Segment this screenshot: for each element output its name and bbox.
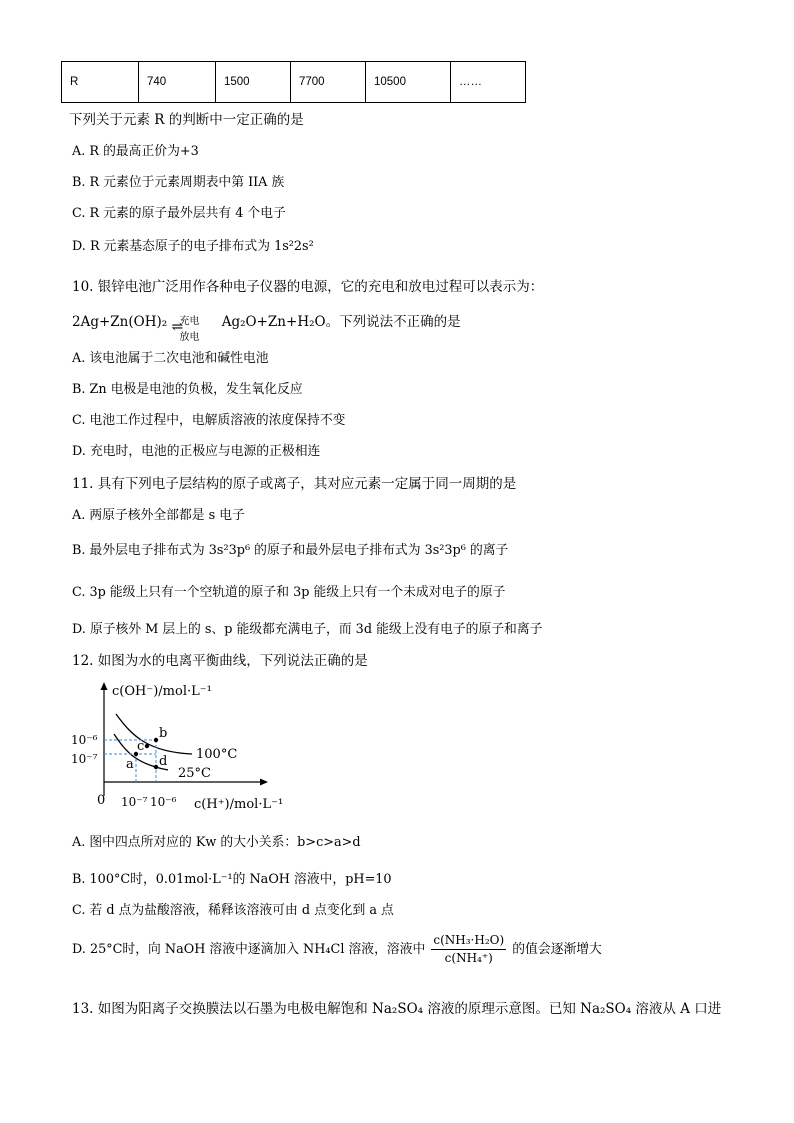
question-10-stem: 10. 银锌电池广泛用作各种电子仪器的电源，它的充电和放电过程可以表示为： xyxy=(72,279,544,295)
question-10-option-c: C. 电池工作过程中，电解质溶液的浓度保持不变 xyxy=(72,413,346,428)
electron-configuration: 1s²2s² xyxy=(274,239,314,254)
question-13-stem: 13. 如图为阳离子交换膜法以石墨为电极电解饱和 Na₂SO₄ 溶液的原理示意图。已知 Na₂SO₄ 溶液从 A 口进 xyxy=(72,1001,722,1017)
point-c xyxy=(145,744,149,748)
question-12-option-d xyxy=(72,930,602,970)
x-tick-label: 10⁻⁶ xyxy=(150,795,177,809)
point-label-d: d xyxy=(159,754,168,769)
question-12-option-a: A. 图中四点所对应的 Kw 的大小关系：b>c>a>d xyxy=(72,835,361,850)
point-label-b: b xyxy=(159,726,168,741)
point-label-c: c xyxy=(137,739,145,754)
curve-100c xyxy=(116,714,192,754)
point-label-a: a xyxy=(126,757,134,772)
equation-tail: 。下列说法不正确的是 xyxy=(325,314,461,330)
ionization-energy-table xyxy=(61,61,526,103)
question-10-option-a: A. 该电池属于二次电池和碱性电池 xyxy=(72,351,269,366)
equation-right: Ag₂O+Zn+H₂O xyxy=(221,314,326,330)
equilibrium-arrow-icon: ⇌ xyxy=(171,318,184,335)
table-row xyxy=(62,62,526,103)
question-10-equation xyxy=(72,307,461,343)
option-text: D. R 元素基态原子的电子排布式为 xyxy=(72,239,275,254)
equation-left: 2Ag+Zn(OH)₂ xyxy=(72,314,168,330)
option-text: 的值会逐渐增大 xyxy=(512,942,602,957)
table-cell: 10500 xyxy=(366,62,451,103)
curve-label-25c: 25°C xyxy=(178,766,211,781)
table-cell: 740 xyxy=(139,62,216,103)
point-d xyxy=(154,765,158,769)
reversible-arrow-icon xyxy=(171,308,217,343)
question-9-option-c: C. R 元素的原子最外层共有 4 个电子 xyxy=(72,206,286,221)
x-tick-label: 10⁻⁷ xyxy=(121,795,148,809)
y-axis-arrow-icon xyxy=(101,682,108,690)
question-10-option-d: D. 充电时，电池的正极应与电源的正极相连 xyxy=(72,444,321,459)
y-tick-label: 10⁻⁶ xyxy=(71,733,98,747)
curve-label-100c: 100°C xyxy=(196,747,238,762)
ratio-denominator: c(NH₄⁺) xyxy=(444,951,493,965)
question-11-option-a: A. 两原子核外全部都是 s 电子 xyxy=(72,508,245,523)
question-9-option-d xyxy=(72,238,314,256)
charge-label: 充电 xyxy=(179,315,200,327)
concentration-ratio xyxy=(431,932,506,967)
question-12-option-b: B. 100°C时，0.01mol·L⁻¹的 NaOH 溶液中，pH=10 xyxy=(72,872,392,887)
y-axis-label: c(OH⁻)/mol·L⁻¹ xyxy=(112,684,212,699)
question-12-stem: 12. 如图为水的电离平衡曲线，下列说法正确的是 xyxy=(72,653,368,669)
y-tick-label: 10⁻⁷ xyxy=(71,752,98,766)
question-11-stem: 11. 具有下列电子层结构的原子或离子，其对应元素一定属于同一周期的是 xyxy=(72,476,517,492)
point-b xyxy=(154,738,158,742)
water-ionization-graph xyxy=(66,678,316,818)
table-cell: 1500 xyxy=(216,62,291,103)
question-9-stem: 下列关于元素 R 的判断中一定正确的是 xyxy=(69,112,304,128)
table-cell: …… xyxy=(451,62,526,103)
discharge-label: 放电 xyxy=(179,331,200,343)
question-11-option-c: C. 3p 能级上只有一个空轨道的原子和 3p 能级上只有一个未成对电子的原子 xyxy=(72,585,506,600)
x-axis-label: c(H⁺)/mol·L⁻¹ xyxy=(194,797,284,812)
question-12-option-c: C. 若 d 点为盐酸溶液，稀释该溶液可由 d 点变化到 a 点 xyxy=(72,903,394,918)
question-9-option-a: A. R 的最高正价为+3 xyxy=(72,144,199,159)
ratio-numerator: c(NH₃·H₂O) xyxy=(431,932,506,950)
table-cell: 7700 xyxy=(291,62,366,103)
option-text: D. 25°C时，向 NaOH 溶液中逐滴加入 NH₄Cl 溶液，溶液中 xyxy=(72,942,426,957)
origin-label: 0 xyxy=(97,793,106,808)
question-11-option-b: B. 最外层电子排布式为 3s²3p⁶ 的原子和最外层电子排布式为 3s²3p⁶ 的离子 xyxy=(72,543,509,558)
x-axis-arrow-icon xyxy=(260,779,268,786)
table-cell: R xyxy=(62,62,139,103)
question-10-option-b: B. Zn 电极是电池的负极，发生氧化反应 xyxy=(72,382,303,397)
question-9-option-b: B. R 元素位于元素周期表中第 IIA 族 xyxy=(72,175,285,190)
question-11-option-d: D. 原子核外 M 层上的 s、p 能级都充满电子，而 3d 能级上没有电子的原子和离子 xyxy=(72,622,543,637)
